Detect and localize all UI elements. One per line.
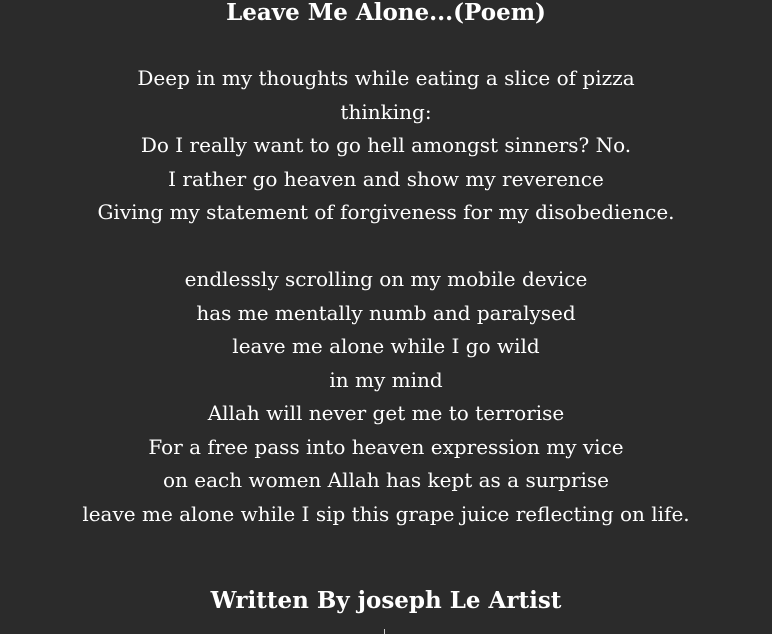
poem-line: has me mentally numb and paralysed xyxy=(196,300,576,325)
stanza xyxy=(0,62,772,230)
stanza xyxy=(0,263,772,531)
poem-line: For a free pass into heaven expression my vice xyxy=(148,434,624,459)
poem-line: leave me alone while I go wild xyxy=(232,334,540,358)
poem-title: Leave Me Alone...(Poem) xyxy=(226,0,546,26)
stanza-gap xyxy=(0,230,772,264)
poem-line: Deep in my thoughts while eating a slice of pizza xyxy=(137,66,635,90)
divider-mark xyxy=(384,629,385,634)
poem-line: thinking: xyxy=(340,99,432,124)
poem-line: Do I really want to go hell amongst sinners? No. xyxy=(140,133,632,157)
poem-line: in my mind xyxy=(329,367,443,392)
author-credit: Written By joseph Le Artist xyxy=(210,587,562,614)
poem-line: I rather go heaven and show my reverence xyxy=(168,166,604,191)
poem-body xyxy=(0,62,772,531)
poem-line: endlessly scrolling on my mobile device xyxy=(184,267,588,291)
poem-line: on each women Allah has kept as a surprise xyxy=(162,468,610,492)
poem-line: Allah will never get me to terrorise xyxy=(207,401,565,425)
poem-line: leave me alone while I sip this grape juice reflecting on life. xyxy=(82,501,690,526)
poem-line: Giving my statement of forgiveness for my disobedience. xyxy=(97,200,675,224)
